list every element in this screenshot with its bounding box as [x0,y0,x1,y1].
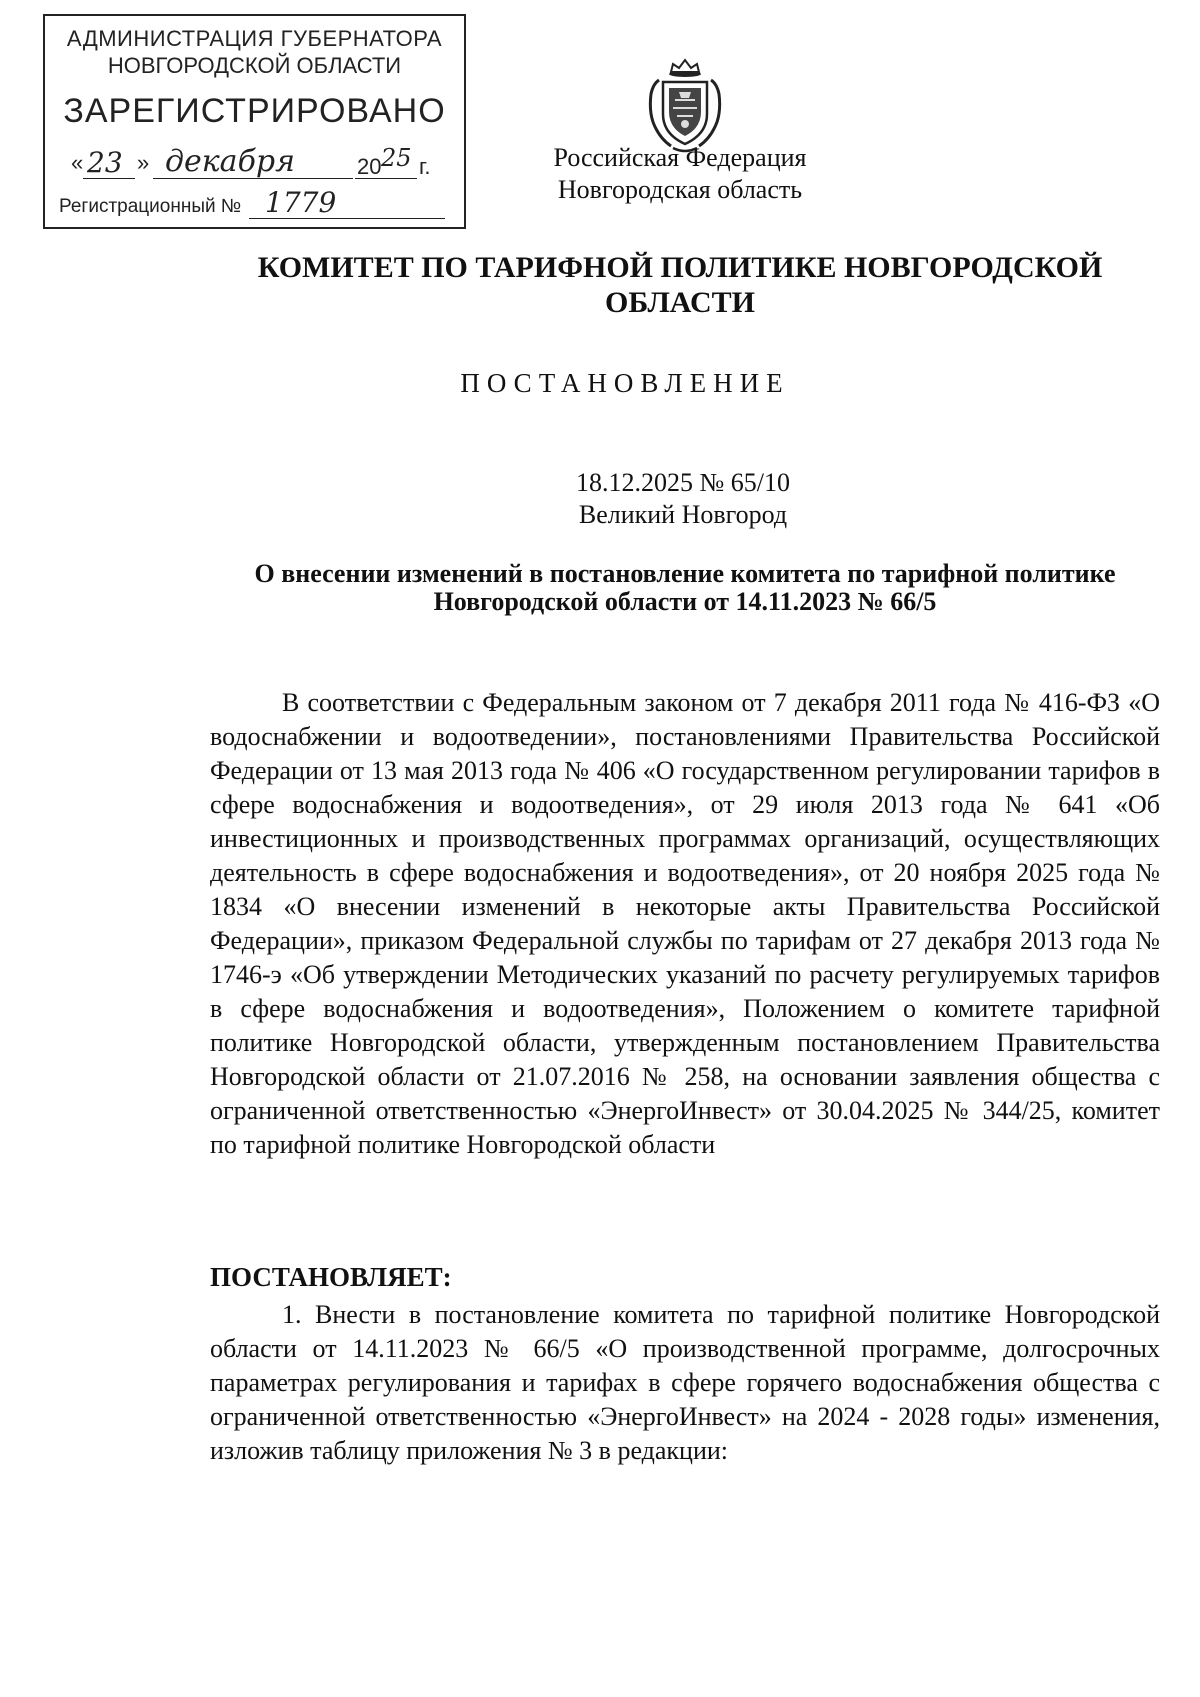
stamp-year-unit: г. [419,154,431,179]
coat-of-arms-icon [643,58,727,154]
document-date-number: 18.12.2025 № 65/10 [575,468,791,497]
stamp-reg-label: Регистрационный № [59,196,242,217]
preamble-paragraph: В соответствии с Федеральным законом от 7 декабря 2011 года № 416-ФЗ «О водоснабжении и водоотведении», постановлениями Правительства Российской Федерации от 13 мая 2013 года № 406 «О государственном регулировании тарифов в сфере водоснабжения и водоотведения», от 29 июля 2013 года № 641 «Об инвестиционных и производственных программах организаций, осуществляющих деятельность в сфере водоснабжения и водоотведения», от 20 ноября 2025 года № 1834 «О внесении изменений в некоторые акты Правительства Российской Федерации», приказом Федеральной службы по тарифам от 27 декабря 2013 года № 1746-э «Об утверждении Методических указаний по расчету регулируемых тарифов в сфере водоснабжения и водоотведения», Положением о комитете тарифной политике Новгородской области, утвержденным постановлением Правительства Новгородской области от 21.07.2016 № 258, на основании заявления общества с ограниченной ответственностью «ЭнергоИнвест» от 30.04.2025 № 344/25, комитет по тарифной политике Новгородской области [210,688,1160,1159]
item-1-paragraph: 1. Внести в постановление комитета по тарифной политике Новгородской области от 14.11.2023 № 66/5 «О производственной программе, долгосрочных параметрах регулирования и тарифах в сфере горячего водоснабжения общества с ограниченной ответственностью «ЭнергоИнвест» на 2024 - 2028 годы» изменения, изложив таблицу приложения № 3 в редакции: [210,1300,1160,1465]
stamp-month: декабря [165,144,295,179]
region-name: Новгородская область [557,175,803,204]
document-city: Великий Новгород [578,500,788,529]
committee-title: КОМИТЕТ ПО ТАРИФНОЙ ПОЛИТИКЕ НОВГОРОДСКОЙ ОБЛАСТИ [257,251,1103,319]
stamp-reg-number: 1779 [265,186,337,219]
document-type: ПОСТАНОВЛЕНИЕ [460,368,790,398]
stamp-day: 23 [87,146,123,179]
stamp-year-suffix: 25 [381,144,412,172]
document-subject: О внесении изменений в постановление комитета по тарифной политике Новгородской области от 14.11.2023 № 66/5 [254,559,1116,616]
stamp-line-2: НОВГОРОДСКОЙ ОБЛАСТИ [107,53,402,78]
stamp-reg-row [59,186,444,224]
stamp-date-row: « 23 » декабря 20 25 г. [71,144,431,179]
stamp-line-1: АДМИНИСТРАЦИЯ ГУБЕРНАТОРА [66,26,443,51]
stamp-year-prefix: 20 [357,154,382,179]
registration-stamp [43,14,466,229]
country-name: Российская Федерация [553,143,807,172]
stamp-title: ЗАРЕГИСТРИРОВАНО [63,92,446,130]
resolves-heading: ПОСТАНОВЛЯЕТ: [210,1262,452,1292]
